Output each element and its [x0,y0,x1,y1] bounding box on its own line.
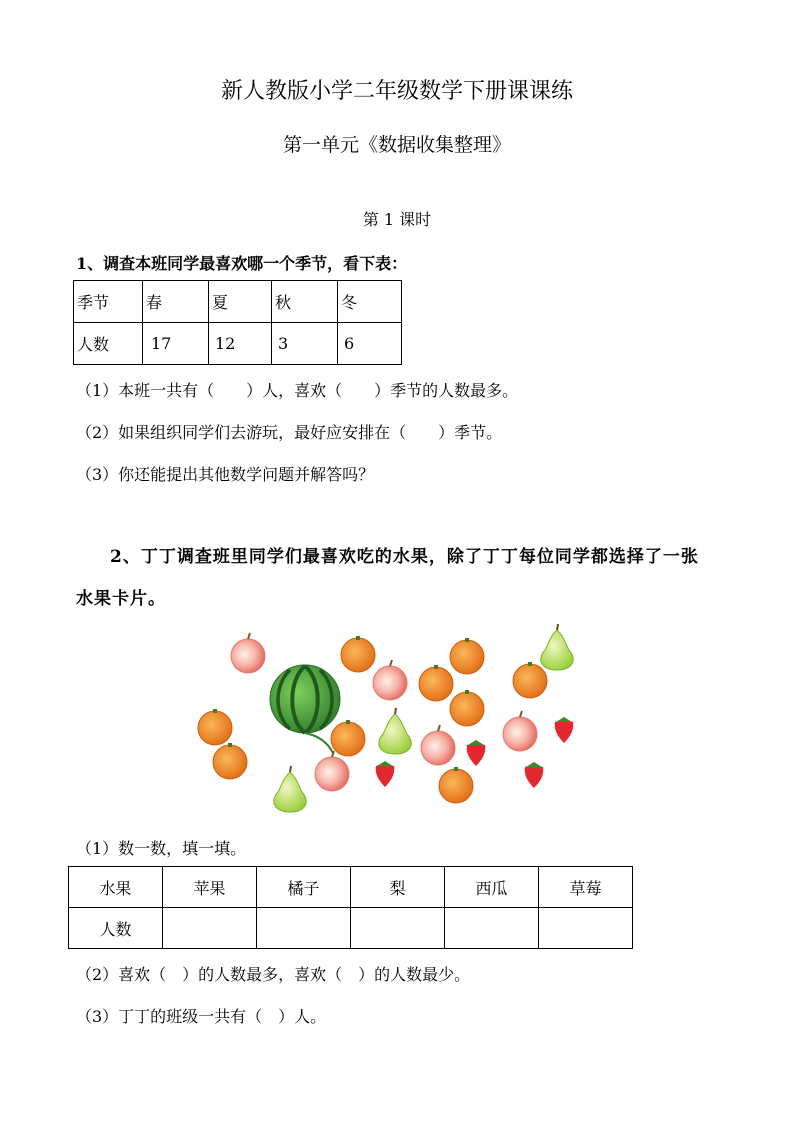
table-cell: 梨 [351,867,445,908]
orange-icon [450,638,484,674]
table-cell: 西瓜 [445,867,539,908]
orange-icon [450,690,484,726]
table-cell: 草莓 [539,867,633,908]
table-cell: 夏 [209,281,272,323]
question-1-prompt: 1、调查本班同学最喜欢哪一个季节，看下表： [76,254,408,273]
question-2-sub-1: （1）数一数，填一填。 [76,839,247,858]
orange-icon [198,709,232,745]
question-1-sub-1: （1）本班一共有（ ）人，喜欢（ ）季节的人数最多。 [76,381,519,400]
table-cell: 春 [143,281,209,323]
answer-cell[interactable] [539,908,633,949]
answer-cell[interactable] [163,908,257,949]
table-cell: 季节 [74,281,143,323]
question-2-prompt-line-1: 2、丁丁调查班里同学们最喜欢吃的水果，除了丁丁每位同学都选择了一张 [110,547,699,567]
table-cell: 水果 [69,867,163,908]
orange-icon [439,767,473,803]
question-1-sub-2: （2）如果组织同学们去游玩，最好应安排在（ ）季节。 [76,423,503,442]
pear-icon [274,766,306,812]
question-1-sub-3: （3）你还能提出其他数学问题并解答吗？ [76,465,375,484]
table-cell: 人数 [74,323,143,365]
strawberry-icon [555,717,574,743]
fruit-count-table [68,866,633,949]
watermelon-icon [270,665,340,753]
table-cell: 秋 [272,281,338,323]
table-row [69,908,633,949]
apple-icon [315,751,349,791]
strawberry-icon [525,762,544,788]
answer-cell[interactable] [257,908,351,949]
table-cell: 17 [143,323,209,365]
orange-icon [341,636,375,672]
orange-icon [331,720,365,756]
strawberry-icon [467,740,486,766]
table-cell: 3 [272,323,338,365]
table-cell: 橘子 [257,867,351,908]
apple-icon [421,725,455,765]
question-2-prompt-line-2: 水果卡片。 [76,589,166,609]
orange-icon [419,665,453,701]
answer-cell[interactable] [445,908,539,949]
lesson-label: 第 1 课时 [362,210,432,229]
question-2-sub-3: （3）丁丁的班级一共有（ ）人。 [76,1007,327,1026]
table-cell: 人数 [69,908,163,949]
question-2-sub-2: （2）喜欢（ ）的人数最多，喜欢（ ）的人数最少。 [76,965,471,984]
table-cell: 6 [338,323,402,365]
pear-icon [379,708,411,754]
pear-icon [541,624,573,670]
apple-icon [373,660,407,700]
apple-icon [231,633,265,673]
answer-cell[interactable] [351,908,445,949]
table-cell: 12 [209,323,272,365]
orange-icon [513,662,547,698]
table-row [69,867,633,908]
page-title: 新人教版小学二年级数学下册课课练 [220,79,573,104]
orange-icon [213,743,247,779]
strawberry-icon [376,761,395,787]
unit-subtitle: 第一单元《数据收集整理》 [282,134,511,156]
table-cell: 冬 [338,281,402,323]
table-cell: 苹果 [163,867,257,908]
apple-icon [503,711,537,751]
